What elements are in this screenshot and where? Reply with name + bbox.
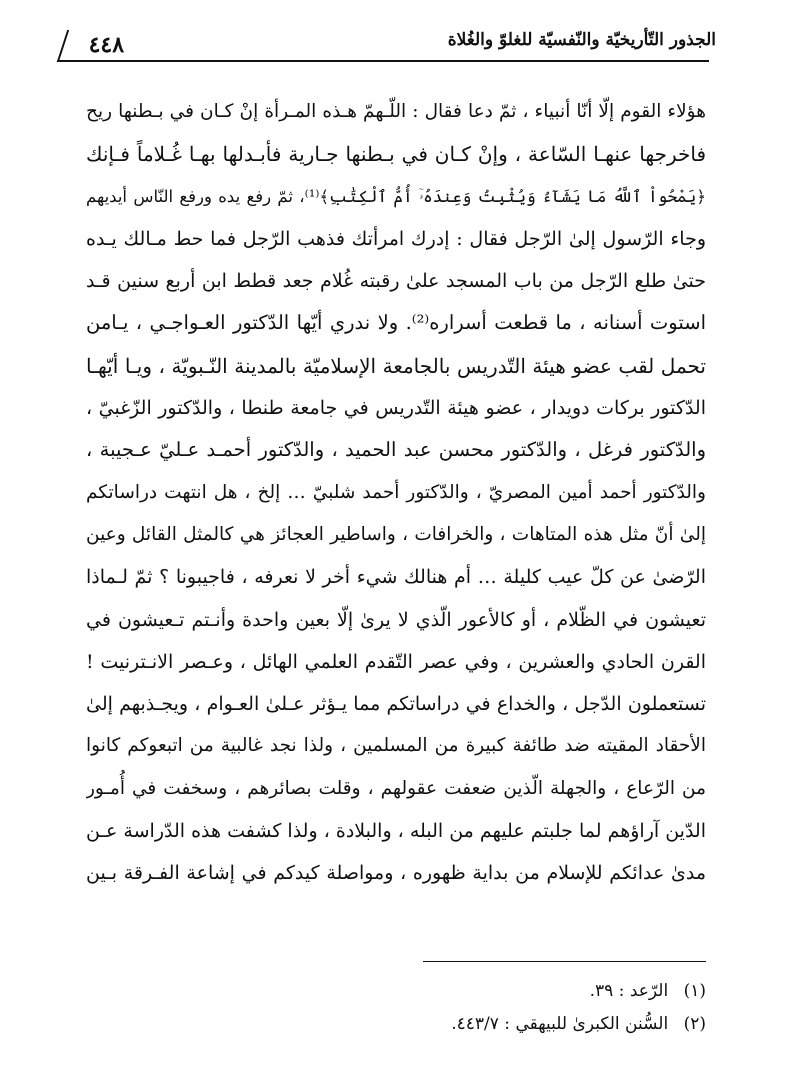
text-line: وجاء الرّسول إلىٰ الرّجل فقال : إدرك امرأتك فذهب الرّجل فما حط مـالك يـده: [86, 227, 706, 250]
footnote-number: (٢): [683, 1014, 706, 1034]
footnote-divider: [423, 961, 706, 962]
footnote-text: السُّنن الكبرىٰ للبيهقي : ٤٤٣/٧.: [451, 1014, 669, 1034]
footnote-2: [86, 1008, 706, 1041]
text-line: الدّكتور بركات دويدار ، عضو هيئة التّدريس في جامعة طنطا ، والدّكتور الزّغبيّ ،: [86, 397, 706, 420]
page-number-box: [57, 30, 153, 62]
text-line: من الرّعاع ، والجهلة الّذين ضعفت عقولهم ، وقلت بصائرهم ، وسخفت في أُمـور: [86, 777, 706, 799]
header-divider: [117, 60, 709, 62]
footnote-text: الرّعد : ٣٩.: [589, 981, 669, 1001]
body-text: [86, 91, 706, 895]
text-line: تعيشون في الظّلام ، أو كالأعور الّذي لا يرىٰ إلّا بعين واحدة وأنـتم تـعيشون في: [86, 608, 706, 631]
text-line: تستعملون الدّجل ، والخداع في دراساتكم مما يـؤثر عـلىٰ العـوام ، ويجـذبهم إلىٰ: [86, 693, 706, 716]
text-line: حتىٰ طلع الرّجل من باب المسجد علىٰ رقبته غُلام جعد قطط ابن أربع سنين قـد: [86, 270, 706, 293]
footnote-number: (١): [683, 981, 706, 1001]
text-line: الأحقاد المقيته ضد طائفة كبيرة من المسلمين ، ولذا نجد غالبية من اتبعوكم كانوا: [86, 735, 706, 757]
text-line: إلىٰ أنّ مثل هذه المتاهات ، والخرافات ، واساطير العجائز هي كالمثل القائل وعين: [86, 523, 706, 545]
running-title: الجذور التّأريخيّة والنّفسيّة للغلوّ والغُلاة: [447, 30, 716, 50]
text-line: الرّضىٰ عن كلّ عيب كليلة … أم هنالك شيء أخر لا نعرفه ، فاجيبونا ؟ ثمّ لـماذا: [86, 566, 706, 589]
text-line: والدّكتور أحمد أمين المصريّ ، والدّكتور أحمد شلبيّ … إلخ ، هل انتهت دراساتكم: [86, 481, 706, 503]
footnote-1: [86, 975, 706, 1008]
text-line: الدّين آراؤهم لما جلبتم عليهم من البله ، والبلادة ، ولذا كشفت هذه الدّراسة عـن: [86, 820, 706, 843]
text-line: استوت أسنانه ، ما قطعت أسراره⁽²⁾. ولا ندري أيّها الدّكتور العـواجـي ، يـامن: [86, 311, 706, 335]
text-line: والدّكتور فرغل ، والدّكتور محسن عبد الحميد ، والدّكتور أحمـد عـليّ عـجيبة ،: [86, 438, 706, 462]
text-line: القرن الحادي والعشرين ، وفي عصر التّقدم العلمي الهائل ، وعـصر الانـترنيت !: [86, 650, 706, 673]
footnotes: [86, 975, 706, 1041]
page-number: ٤٤٨: [88, 32, 125, 58]
text-line: مدىٰ عدائكم للإسلام من بداية ظهوره ، ومواصلة كيدكم في إشاعة الفـرقة بـين: [86, 862, 706, 885]
text-line: هؤلاء القوم إلّا أنّا أنبياء ، ثمّ دعا فقال : اللّـهمّ هـذه المـرأة إنْ كـان في بـطنها ريح: [86, 101, 706, 122]
text-line: فاخرجها عنهـا السّاعة ، وإنْ كـان في بـطنها جـارية فأبـدلها بهـا غُـلاماً فـإنك: [86, 142, 706, 167]
text-line: ﴿يَمْحُواْ ٱللَّهُ مَا يَشَآءُ وَيُثْبِتُ وَعِندَهُۥٓ أُمُّ ٱلْكِتَٰبِ﴾⁽¹⁾، ثمّ رفع يده ورفع النّاس أيديهم: [86, 186, 706, 206]
text-line: تحمل لقب عضو هيئة التّدريس بالجامعة الإسلاميّة بالمدينة النّـبويّة ، ويـا أيّهـا: [86, 353, 706, 378]
